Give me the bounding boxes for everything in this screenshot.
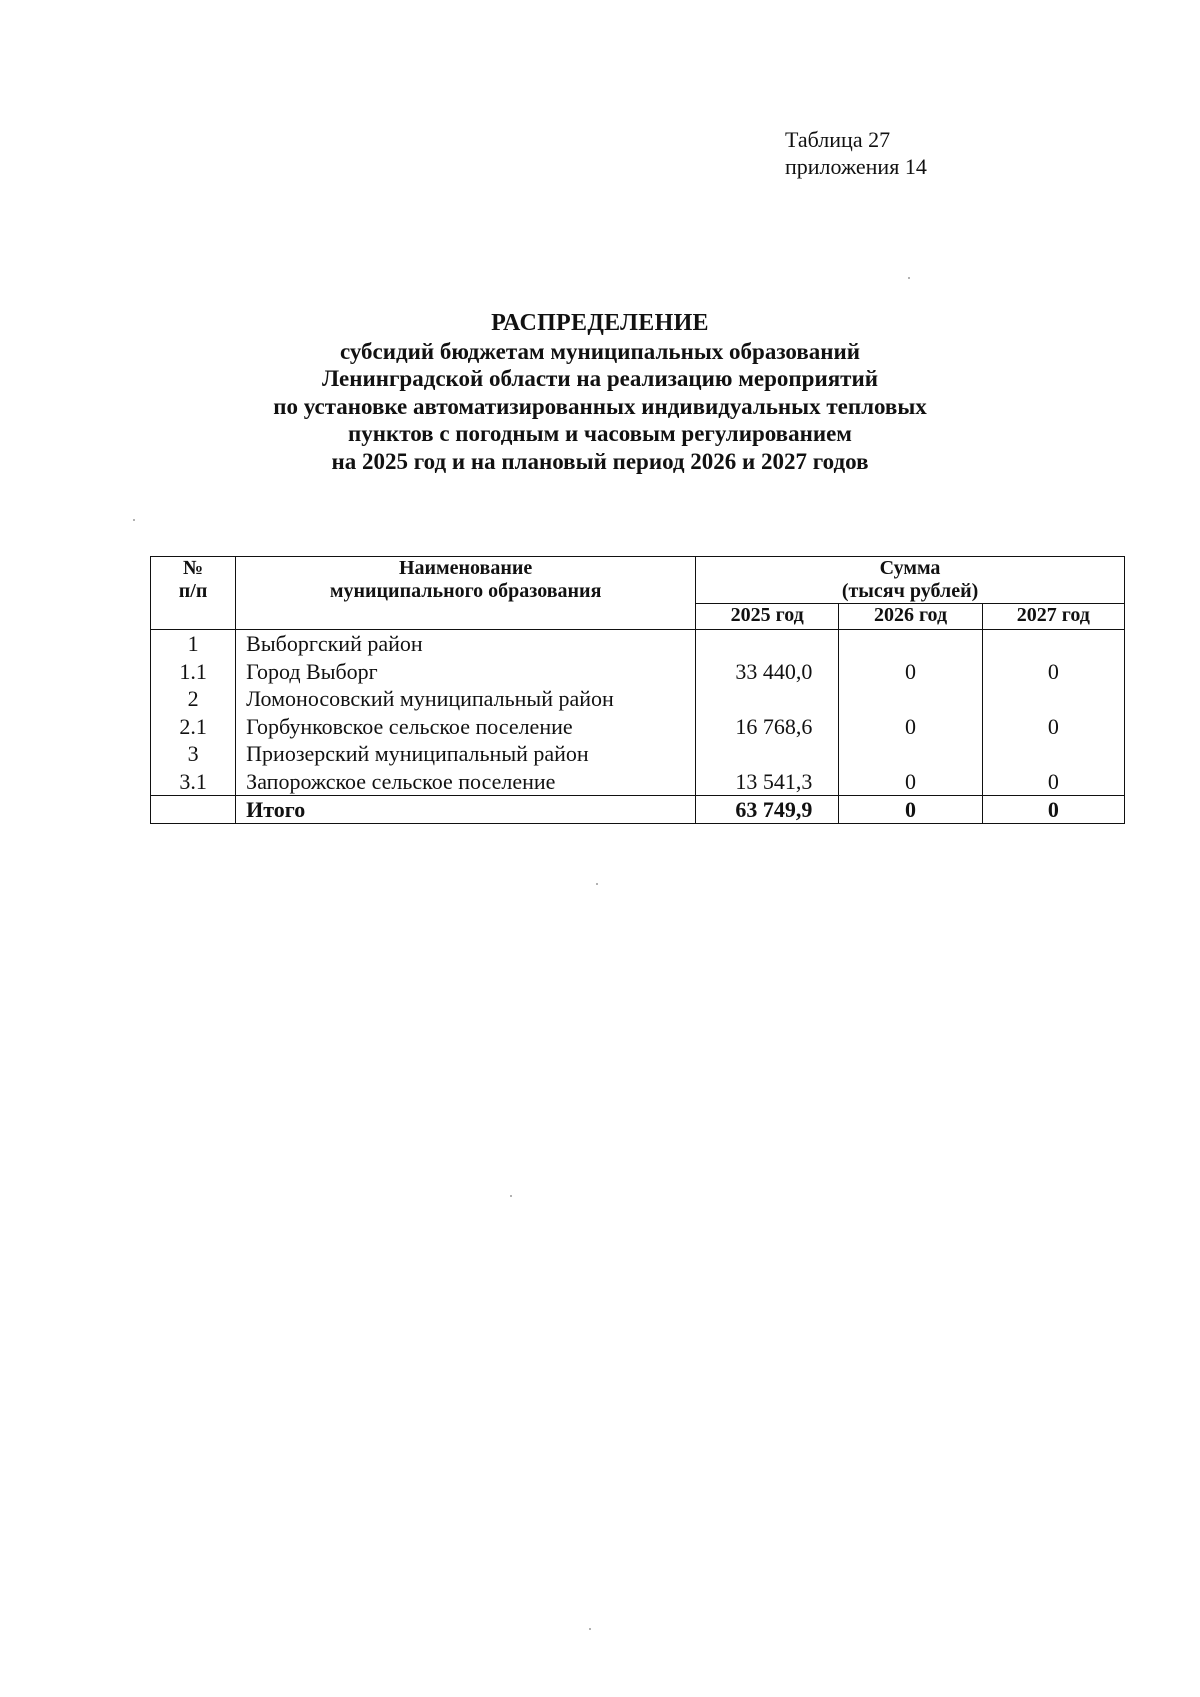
title-line: субсидий бюджетам муниципальных образований xyxy=(339,338,861,364)
document-title xyxy=(150,310,1050,475)
total-label: Итого xyxy=(236,796,696,824)
municipality-name: Горбунковское сельское поселение xyxy=(246,713,573,739)
row-number: 3 xyxy=(187,741,199,766)
table-body-row xyxy=(151,630,1125,796)
row-number: 2.1 xyxy=(179,713,207,739)
appendix-table-number: Таблица 27 xyxy=(785,127,891,152)
title-line: Ленинградской области на реализацию мероприятий xyxy=(322,366,878,391)
municipality-name: Ломоносовский муниципальный район xyxy=(246,686,614,711)
header-name xyxy=(236,557,696,630)
amount-2026 xyxy=(839,685,981,713)
amount-2025 xyxy=(696,630,838,658)
header-sum-line1: Сумма xyxy=(879,557,941,579)
appendix-reference xyxy=(785,126,927,180)
amount-2026: 0 xyxy=(905,768,917,794)
amount-2026 xyxy=(839,630,981,658)
amount-2025-column xyxy=(696,630,839,796)
municipality-name: Выборгский район xyxy=(246,631,423,656)
row-number: 3.1 xyxy=(179,768,207,794)
amount-2027: 0 xyxy=(1047,768,1059,794)
name-column xyxy=(236,630,696,796)
title-line: пунктов с погодным и часовым регулированием xyxy=(348,421,852,446)
header-number-symbol: № xyxy=(183,557,204,579)
header-name-line1: Наименование xyxy=(398,557,533,579)
amount-2027 xyxy=(983,685,1124,713)
title-line: на 2025 год и на плановый период 2026 и 2027 годов xyxy=(331,448,869,474)
scan-speck xyxy=(596,883,598,885)
amount-2025 xyxy=(696,685,838,713)
scan-speck xyxy=(589,1628,591,1630)
title-main: РАСПРЕДЕЛЕНИЕ xyxy=(491,310,709,336)
header-sum xyxy=(696,557,1125,604)
amount-2026 xyxy=(839,740,981,768)
total-2027: 0 xyxy=(982,796,1124,824)
amount-2027: 0 xyxy=(1047,713,1059,739)
total-2025: 63 749,9 xyxy=(696,796,839,824)
municipality-name: Запорожское сельское поселение xyxy=(246,768,556,794)
header-number xyxy=(151,557,236,630)
amount-2026-column xyxy=(839,630,982,796)
total-row xyxy=(151,796,1125,824)
municipality-name: Приозерский муниципальный район xyxy=(246,741,589,766)
scan-speck xyxy=(510,1195,512,1197)
header-number-abbrev: п/п xyxy=(178,580,208,602)
header-name-line2: муниципального образования xyxy=(329,580,602,602)
amount-2025: 33 440,0 xyxy=(735,658,813,684)
row-number: 1 xyxy=(187,631,199,656)
amount-2025 xyxy=(696,740,838,768)
amount-2027 xyxy=(983,630,1124,658)
scan-speck xyxy=(908,277,910,279)
appendix-attachment-number: приложения 14 xyxy=(785,154,927,179)
amount-2025: 13 541,3 xyxy=(735,768,813,794)
total-2026: 0 xyxy=(839,796,982,824)
title-line: по установке автоматизированных индивидуальных тепловых xyxy=(273,393,927,419)
amount-2026: 0 xyxy=(905,658,917,684)
total-number-cell xyxy=(151,796,236,824)
amount-2027: 0 xyxy=(1047,658,1059,684)
amount-2026: 0 xyxy=(905,713,917,739)
number-column xyxy=(151,630,236,796)
header-year-2027: 2027 год xyxy=(982,604,1124,630)
amount-2025: 16 768,6 xyxy=(735,713,813,739)
amount-2027 xyxy=(983,740,1124,768)
amount-2027-column xyxy=(982,630,1124,796)
municipality-name: Город Выборг xyxy=(246,658,378,684)
row-number: 2 xyxy=(187,686,199,711)
header-year-2025: 2025 год xyxy=(696,604,839,630)
header-year-2026: 2026 год xyxy=(839,604,982,630)
subsidy-distribution-table xyxy=(150,556,1125,824)
header-sum-unit: (тысяч рублей) xyxy=(841,580,979,602)
scan-speck xyxy=(133,519,135,521)
row-number: 1.1 xyxy=(179,658,207,684)
